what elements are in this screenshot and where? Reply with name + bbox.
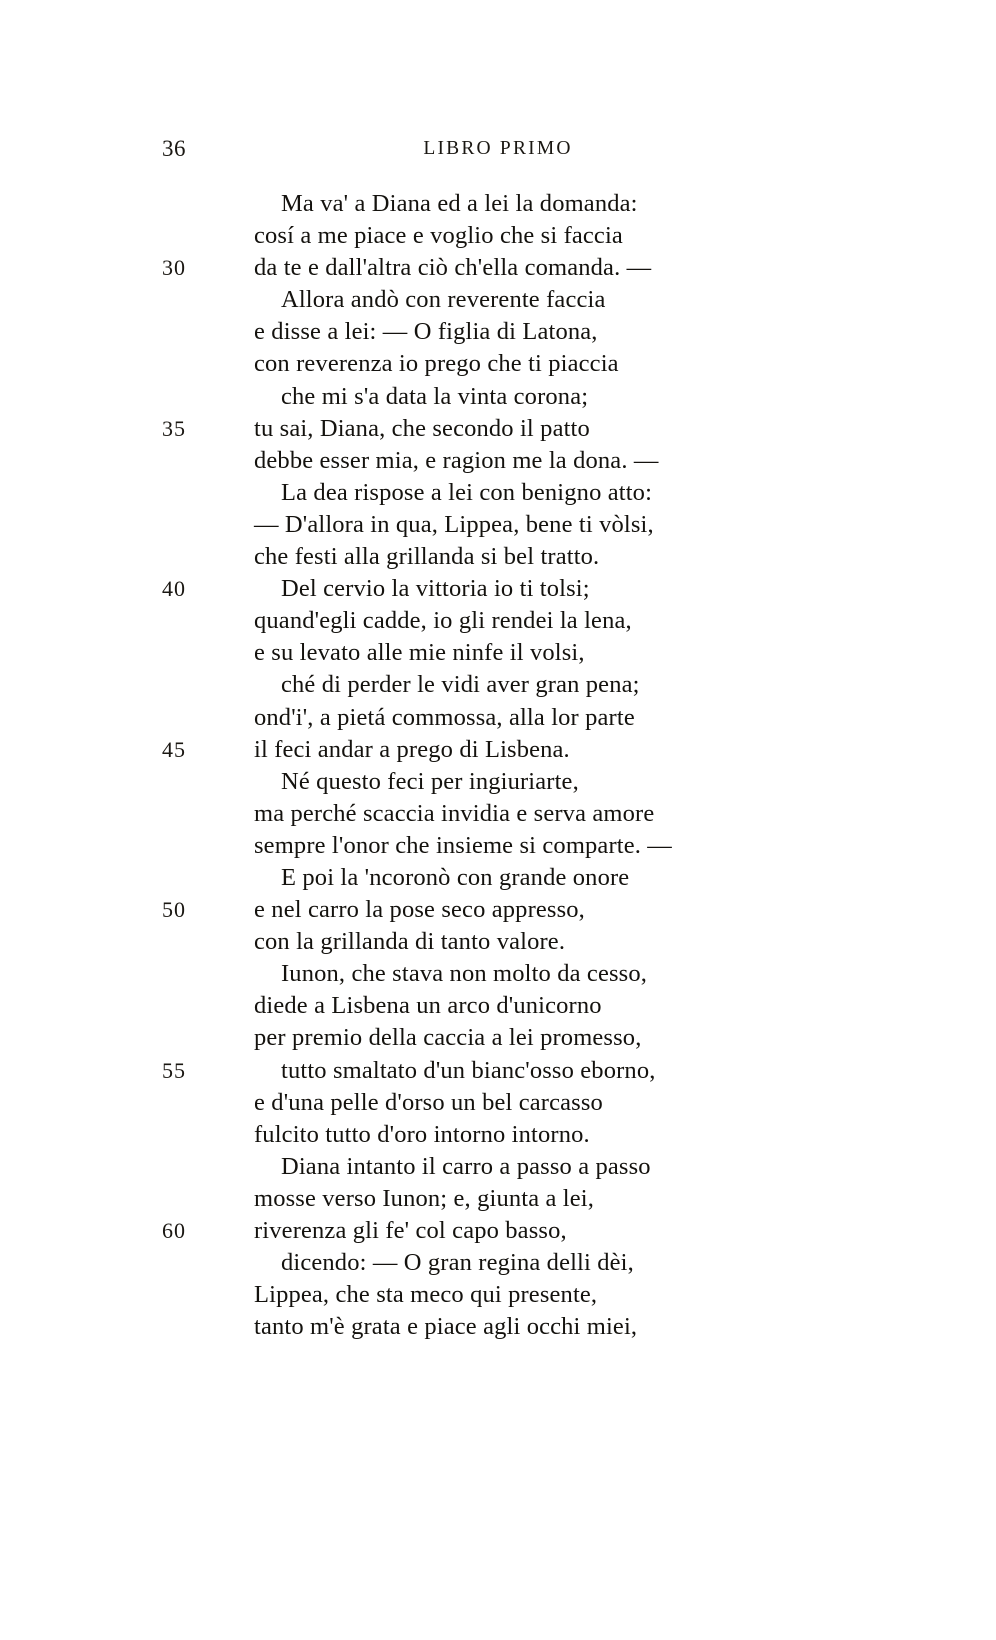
verse-line (0, 1151, 996, 1183)
verse-line-text: con la grillanda di tanto valore. (254, 928, 566, 956)
verse-line-text: E poi la 'ncoronò con grande onore (281, 863, 630, 891)
verse-line-text: debbe esser mia, e ragion me la dona. — (254, 446, 659, 474)
verse-line-text: sempre l'onor che insieme si comparte. — (254, 831, 672, 859)
verse-line (0, 413, 996, 445)
verse-line (0, 669, 996, 701)
verse-line (0, 605, 996, 637)
page-header (0, 136, 996, 162)
verse-line (0, 1119, 996, 1151)
verse-line-text: Diana intanto il carro a passo a passo (281, 1152, 651, 1180)
verse-line-number: 35 (162, 415, 186, 441)
verse-line (0, 188, 996, 220)
verse-line-text: Allora andò con reverente faccia (281, 286, 606, 314)
running-head-label: LIBRO PRIMO (423, 138, 573, 159)
verse-line (0, 766, 996, 798)
verse-line-text: e su levato alle mie ninfe il volsi, (254, 639, 585, 667)
verse-line-text: diede a Lisbena un arco d'unicorno (254, 992, 602, 1020)
verse-line-number: 50 (162, 897, 186, 923)
verse-line-text: e d'una pelle d'orso un bel carcasso (254, 1088, 603, 1116)
verse-line (0, 220, 996, 252)
verse-line (0, 573, 996, 605)
verse-line-text: per premio della caccia a lei promesso, (254, 1024, 642, 1052)
verse-line-text: che mi s'a data la vinta corona; (281, 382, 589, 410)
verse-line (0, 990, 996, 1022)
verse-line-text: ond'i', a pietá commossa, alla lor parte (254, 703, 635, 731)
verse-line (0, 1279, 996, 1311)
verse-line-text: dicendo: — O gran regina delli dèi, (281, 1249, 634, 1277)
verse-line-text: Iunon, che stava non molto da cesso, (281, 960, 648, 988)
verse-line (0, 926, 996, 958)
verse-line (0, 509, 996, 541)
verse-line (0, 381, 996, 413)
verse-block (0, 188, 996, 1343)
verse-line-text: tu sai, Diana, che secondo il patto (254, 414, 590, 442)
verse-line (0, 1022, 996, 1054)
verse-line-number: 40 (162, 576, 186, 602)
verse-line-text: — D'allora in qua, Lippea, bene ti vòlsi, (254, 510, 654, 538)
verse-line (0, 541, 996, 573)
verse-line (0, 702, 996, 734)
verse-line-number: 30 (162, 255, 186, 281)
verse-line-text: ché di perder le vidi aver gran pena; (281, 671, 640, 699)
verse-line (0, 798, 996, 830)
verse-line (0, 348, 996, 380)
verse-line-text: cosí a me piace e voglio che si faccia (254, 222, 623, 250)
verse-line (0, 1183, 996, 1215)
verse-line-text: La dea rispose a lei con benigno atto: (281, 478, 653, 506)
verse-line (0, 894, 996, 926)
verse-line-text: Ma va' a Diana ed a lei la domanda: (281, 190, 638, 217)
verse-line-text: Né questo feci per ingiuriarte, (281, 767, 579, 795)
folio-number: 36 (162, 136, 186, 161)
verse-line-text: con reverenza io prego che ti piaccia (254, 350, 619, 378)
verse-line (0, 734, 996, 766)
verse-line-text: Lippea, che sta meco qui presente, (254, 1281, 598, 1309)
verse-line-text: ma perché scaccia invidia e serva amore (254, 799, 655, 827)
verse-line-number: 60 (162, 1218, 186, 1243)
verse-line-text: e disse a lei: — O figlia di Latona, (254, 318, 598, 346)
verse-line (0, 1055, 996, 1087)
verse-line (0, 252, 996, 284)
verse-line-text: Del cervio la vittoria io ti tolsi; (281, 575, 590, 603)
verse-line-text: da te e dall'altra ciò ch'ella comanda. — (254, 254, 652, 282)
verse-line-text: mosse verso Iunon; e, giunta a lei, (254, 1184, 595, 1212)
verse-line (0, 316, 996, 348)
verse-line-text: tutto smaltato d'un bianc'osso eborno, (281, 1056, 656, 1084)
verse-line-text: tanto m'è grata e piace agli occhi miei, (254, 1313, 638, 1341)
verse-line (0, 477, 996, 509)
running-head (0, 138, 996, 160)
verse-line-text: fulcito tutto d'oro intorno intorno. (254, 1120, 590, 1148)
verse-line-text: riverenza gli fe' col capo basso, (254, 1217, 567, 1244)
verse-line (0, 958, 996, 990)
verse-line-text: il feci andar a prego di Lisbena. (254, 735, 570, 763)
verse-line-text: e nel carro la pose seco appresso, (254, 896, 585, 924)
verse-line-text: che festi alla grillanda si bel tratto. (254, 543, 600, 571)
verse-line (0, 1215, 996, 1247)
verse-line (0, 445, 996, 477)
verse-line (0, 637, 996, 669)
verse-line (0, 1087, 996, 1119)
verse-line (0, 862, 996, 894)
verse-line-number: 55 (162, 1057, 186, 1083)
verse-line (0, 1311, 996, 1343)
verse-line (0, 830, 996, 862)
verse-line (0, 284, 996, 316)
verse-line-text: quand'egli cadde, io gli rendei la lena, (254, 607, 632, 635)
verse-line-number: 45 (162, 736, 186, 762)
verse-line (0, 1247, 996, 1279)
